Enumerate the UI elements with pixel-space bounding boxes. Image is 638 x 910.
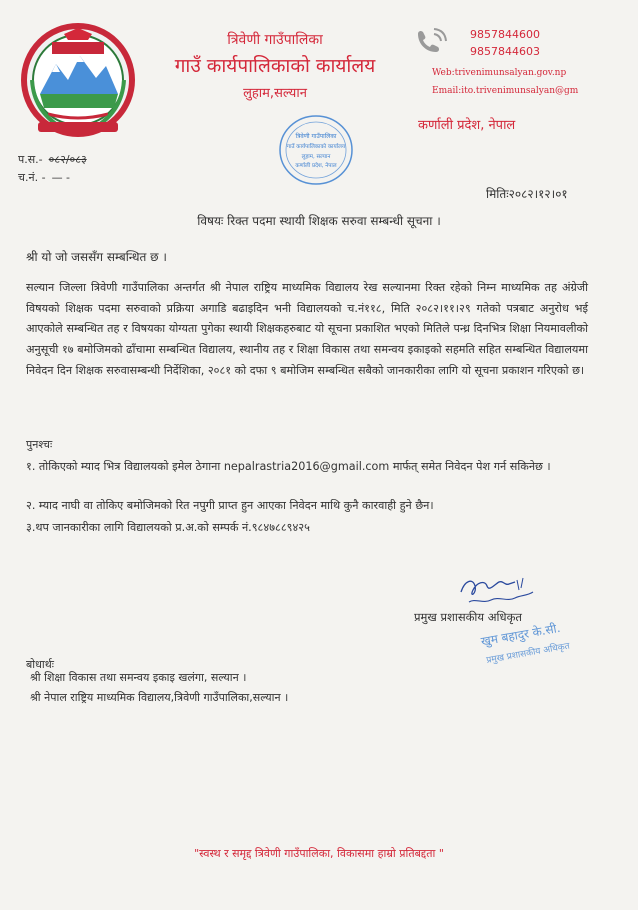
svg-text:प्रमुख प्रशासकीय अधिकृत: प्रमुख प्रशासकीय अधिकृत bbox=[485, 641, 571, 666]
school-email: nepalrastria2016@gmail.com bbox=[223, 460, 390, 473]
svg-text:खुम बहादुर के.सी.: खुम बहादुर के.सी. bbox=[479, 620, 562, 649]
letter-subject: विषयः रिक्त पदमा स्थायी शिक्षक सरुवा सम्बन्धी सूचना । bbox=[197, 214, 441, 228]
postscript-item: २. म्याद नाघी वा तोकिए बमोजिमको रित नपुगी प्राप्त हुन आएका निवेदन माथि कुनै कारवाही हुने छैन। bbox=[26, 499, 434, 512]
handwritten-signature bbox=[455, 574, 545, 612]
email-text: Email:ito.trivenimunsalyan@gm bbox=[432, 86, 579, 96]
phone-icon bbox=[414, 28, 450, 54]
dispatch-number-label: च.नं. - bbox=[18, 171, 46, 184]
notice-body: सल्यान जिल्ला त्रिवेणी गाउँपालिका अन्तर्गत श्री नेपाल राष्ट्रिय माध्यमिक विद्यालय रेख सल्यानमा रिक्त रहेको निम्न माध्यमिक तह अंग्रेजी विषयको शिक्षक पदमा सरुवाको प्रक्रिया अगाडि बढाइदिन भनी विद्यालयको च.नं११८, मिति २०८२।११।२९ गतेको पत्रबाट अनुरोध भई आएकोले सम्बन्धित तह र विषयका योग्यता पुगेका स्थायी शिक्षकहरुबाट यो सूचना प्रकाशित भएको मितिले पन्ध्र दिनभित्र शिक्षा नियमावलीको अनुसूची १७ बमोजिमको ढाँचामा सम्बन्धित विद्यालय, स्थानीय तह र शिक्षा विकास तथा समन्वय इकाइको सहमति सहित सम्बन्धित विद्यालयमा निवेदन दिन शिक्षक सरुवासम्बन्धी निर्देशिका, २०८१ को दफा ९ बमोजिम सम्बन्धित सबैको जानकारीका लागि यो सूचना प्रकाशन गरिएको छ। bbox=[26, 281, 588, 377]
province-text: कर्णाली प्रदेश, नेपाल bbox=[418, 118, 516, 133]
phone-numbers bbox=[470, 26, 540, 60]
postscript-item: ३.थप जानकारीका लागि विद्यालयको प्र.अ.को सम्पर्क नं.९८४७८८९४२५ bbox=[26, 521, 310, 534]
footer-motto: "स्वस्थ र समृद्द त्रिवेणी गाउँपालिका, विकासमा हाम्रो प्रतिबद्दता " bbox=[194, 847, 444, 860]
phone-number: 9857844600 bbox=[470, 28, 540, 41]
office-seal-stamp bbox=[256, 110, 376, 190]
phone-number: 9857844603 bbox=[470, 45, 540, 58]
office-heading bbox=[150, 30, 400, 104]
svg-text:त्रिवेणी गाउँपालिका: त्रिवेणी गाउँपालिका bbox=[295, 133, 337, 140]
officer-name-stamp bbox=[472, 614, 602, 670]
office-location: लुहाम,सल्यान bbox=[243, 86, 307, 101]
postscript-label: पुनश्चः bbox=[26, 438, 53, 451]
cc-label: बोधार्थः bbox=[26, 658, 54, 671]
svg-text:कर्णाली प्रदेश, नेपाल: कर्णाली प्रदेश, नेपाल bbox=[295, 163, 337, 169]
signatory-title: प्रमुख प्रशासकीय अधिकृत bbox=[414, 610, 522, 624]
dispatch-number bbox=[18, 170, 70, 185]
letter-number bbox=[18, 152, 87, 167]
website-text: Web:trivenimunsalyan.gov.np bbox=[432, 68, 567, 78]
letter-date: मितिः२०८२।१२।०१ bbox=[486, 187, 568, 201]
dispatch-number-value: — - bbox=[51, 171, 71, 184]
office-title: गाउँ कार्यपालिकाको कार्यालय bbox=[174, 55, 376, 77]
svg-text:गाउँ कार्यपालिकाको कार्यालय: गाउँ कार्यपालिकाको कार्यालय bbox=[286, 144, 346, 150]
postscript-item bbox=[26, 456, 588, 477]
cc-item: श्री शिक्षा विकास तथा समन्वय इकाइ खलंगा, सल्यान । bbox=[30, 671, 247, 684]
postscript-item-text: मार्फत् समेत निवेदन पेश गर्न सकिनेछ । bbox=[389, 460, 551, 473]
cc-item: श्री नेपाल राष्ट्रिय माध्यमिक विद्यालय,त्रिवेणी गाउँपालिका,सल्यान । bbox=[30, 691, 289, 704]
letter-number-value: ०८२/०८३ bbox=[48, 153, 87, 166]
postscript-item-text: १. तोकिएको म्याद भित्र विद्यालयको इमेल ठेगाना bbox=[26, 460, 224, 473]
svg-text:लुहाम, सल्यान: लुहाम, सल्यान bbox=[301, 154, 331, 160]
letter-number-label: प.स.- bbox=[18, 153, 43, 166]
salutation: श्री यो जो जससँग सम्बन्धित छ । bbox=[26, 250, 167, 264]
municipality-emblem-logo bbox=[18, 22, 138, 140]
municipality-name: त्रिवेणी गाउँपालिका bbox=[227, 32, 323, 48]
